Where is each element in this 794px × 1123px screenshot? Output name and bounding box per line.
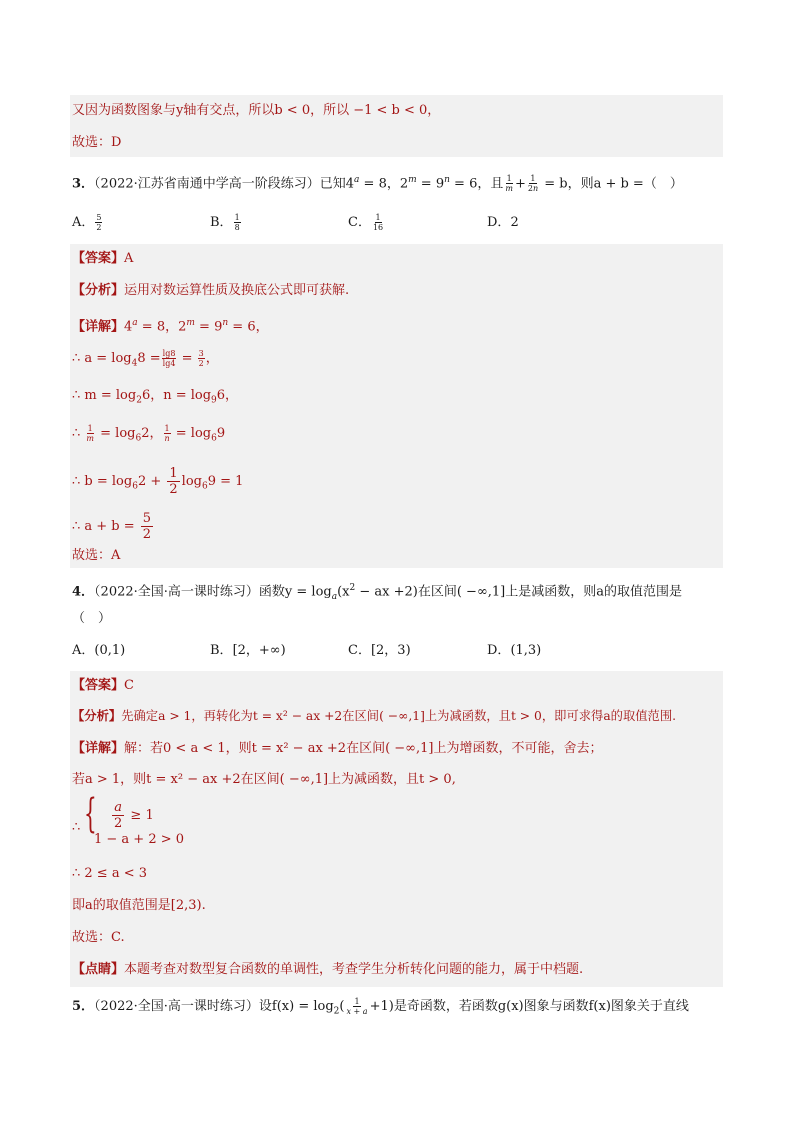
system-brace: {	[84, 791, 97, 837]
stem-text: 已知4	[319, 176, 355, 192]
detail-line: ∴ $b = \log_62$ + $\frac{1}{2}$ $\log_69 = 1$	[72, 466, 244, 497]
option-c: C． $\frac{1}{16}$	[348, 213, 384, 232]
answer-line: 【答案】C	[72, 678, 134, 693]
option-a: A． $\frac{5}{2}$	[72, 213, 102, 232]
option-c: C．[2，3)	[348, 643, 411, 658]
fraction: $\frac{1}{m}$	[505, 174, 513, 194]
fraction: $\frac{1}{2n}$	[527, 174, 539, 194]
solution-conclusion: 故选：D	[72, 135, 122, 150]
detail-line: ∴ a + b = $\frac{5}{2}$	[72, 511, 152, 542]
detail-line: ∴ $m = \log_26$，$n = \log_96$，	[72, 388, 239, 406]
option-a: A．(0,1)	[72, 643, 126, 658]
option-d: D．(1,3)	[487, 643, 542, 658]
solution-conclusion: 故选：C.	[72, 930, 125, 945]
detail-line: ∴ 2 ≤ a < 3	[72, 866, 148, 881]
question-5-stem: 5．（2022·全国·高一课时练习）设$f(x) = \log_2$( $\frac{1}{x + a}$ +1)是奇函数，若函数g(x)图象与函数f(x)图象关于直线	[72, 997, 689, 1017]
question-3-stem: 3．（2022·江苏省南通中学高一阶段练习）已知$4^a = 8$，$2^m = 9^n = 6$，且 $\frac{1}{m}$ + $\frac{1}{2n}$ = b，则a + b =（ ）	[72, 174, 683, 194]
comment-line: 【点睛】本题考查对数型复合函数的单调性，考查学生分析转化问题的能力，属于中档题.	[72, 962, 584, 977]
stem-text: = 9	[416, 176, 445, 192]
solution-line: 又因为函数图象与y轴有交点，所以b < 0，所以 −1 < b < 0，	[72, 103, 441, 118]
analysis-line: 【分析】运用对数运算性质及换底公式即可获解.	[72, 283, 350, 298]
detail-line: 若a > 1，则t = x² − ax +2在区间( −∞,1]上为减函数，且t > 0,	[72, 772, 456, 787]
detail-line: ∴ $a = \log_48$ = $\frac{\lg 8}{\lg 4}$ = $\frac{3}{2}$ ，	[72, 349, 219, 369]
system-row-2: 1 − a + 2 > 0	[94, 832, 185, 847]
question-4-stem: 4．（2022·全国·高一课时练习）函数$y = \log_a(x^2$ − ax +2)在区间( −∞,1]上是减函数，则a的取值范围是	[72, 583, 682, 602]
option-d: D．2	[487, 215, 519, 230]
detail-line: 【详解】解：若0 < a < 1，则t = x² − ax +2在区间( −∞,1]上为增函数，不可能，舍去；	[72, 741, 603, 756]
question-source: （2022·江苏省南通中学高一阶段练习）	[94, 176, 320, 192]
solution-conclusion: 故选：A	[72, 548, 121, 563]
analysis-line: 【分析】先确定a > 1，再转化为t = x² − ax +2在区间( −∞,1]上为减函数，且t > 0，即可求得a的取值范围.	[72, 708, 677, 723]
detail-line: 即a的取值范围是[2,3).	[72, 898, 206, 913]
option-b: B． $\frac{1}{8}$	[210, 213, 240, 232]
inequality-system: ∴	[72, 820, 81, 835]
stem-text: = 6，且	[449, 176, 504, 192]
question-number: 3．	[72, 176, 95, 192]
system-row-1: $\frac{a}{2}$ ≥ 1	[114, 800, 154, 831]
stem-text: = b，则a + b =（ ）	[540, 176, 683, 192]
option-b: B．[2，+∞)	[210, 643, 286, 658]
detail-line: ∴ $\frac{1}{m}$ = $\log_62$， $\frac{1}{n}$ = $\log_69$	[72, 424, 226, 444]
answer-line: 【答案】A	[72, 251, 134, 266]
detail-line: 【详解】$4^a = 8$，$2^m = 9^n = 6$，	[72, 318, 269, 335]
question-4-stem-line2: （ ）	[72, 611, 112, 626]
stem-text: = 8，2	[359, 176, 409, 192]
